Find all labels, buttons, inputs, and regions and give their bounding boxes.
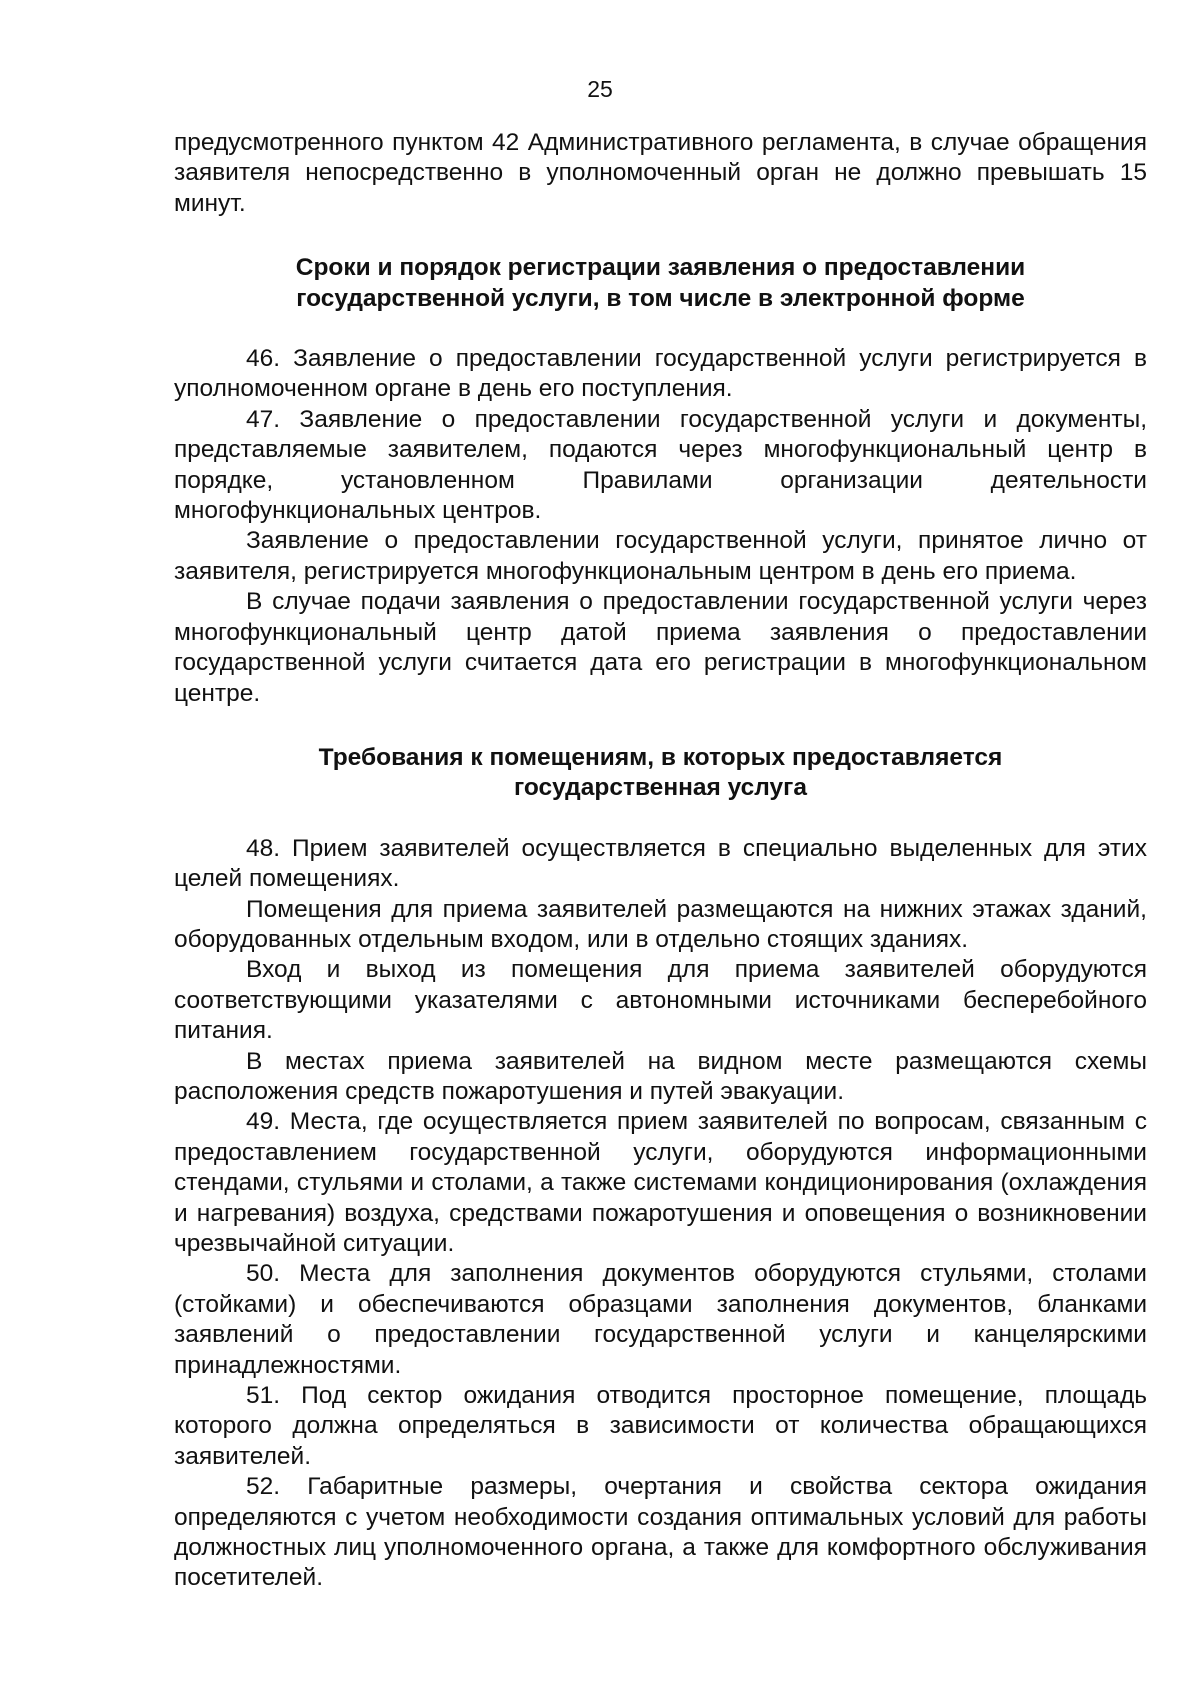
paragraph-48-entrance: Вход и выход из помещения для приема заявителей оборудуются соответствующими указателями с автономными источниками бесперебойного питания. (174, 956, 1147, 1045)
paragraph-47: 47. Заявление о предоставлении государственной услуги и документы, представляемые заявителем, подаются через многофункциональный центр в порядке, установленном Правилами организации деятельности многофункциональных центров. (174, 405, 1147, 525)
section-heading-registration (174, 253, 1147, 314)
document-body (174, 128, 1147, 1594)
section-heading-line: Сроки и порядок регистрации заявления о предоставлении (295, 254, 1026, 282)
paragraph-48: 48. Прием заявителей осуществляется в специально выделенных для этих целей помещениях. (174, 834, 1147, 893)
paragraph-51: 51. Под сектор ожидания отводится просторное помещение, площадь которого должна определяться в зависимости от количества обращающихся заявителей. (174, 1382, 1147, 1470)
intro-paragraph: предусмотренного пунктом 42 Административного регламента, в случае обращения заявителя непосредственно в уполномоченный орган не должно превышать 15 минут. (174, 129, 1147, 217)
section-heading-line: Требования к помещениям, в которых предоставляется (318, 743, 1003, 771)
paragraph-48-floors: Помещения для приема заявителей размещаются на нижних этажах зданий, оборудованных отдельным входом, или в отдельно стоящих зданиях. (174, 895, 1147, 953)
paragraph-52: 52. Габаритные размеры, очертания и свойства сектора ожидания определяются с учетом необходимости создания оптимальных условий для работы должностных лиц уполномоченного органа, а также для комфортного обслуживания посетителей. (174, 1473, 1147, 1592)
paragraph-50: 50. Места для заполнения документов оборудуются стульями, столами (стойками) и обеспечиваются образцами заполнения документов, бланками заявлений о предоставлении государственной услуги и канцелярскими принадлежностями. (174, 1260, 1147, 1379)
section-heading-premises (174, 743, 1147, 804)
section-heading-line: государственная услуга (514, 774, 807, 802)
paragraph-48-evacuation: В местах приема заявителей на видном месте размещаются схемы расположения средств пожаротушения и путей эвакуации. (174, 1047, 1147, 1105)
paragraph-46: 46. Заявление о предоставлении государственной услуги регистрируется в уполномоченном органе в день его поступления. (174, 345, 1147, 403)
paragraph-47-personal: Заявление о предоставлении государственной услуги, принятое лично от заявителя, регистрируется многофункциональным центром в день его приема. (174, 527, 1147, 585)
page-number: 25 (587, 76, 613, 102)
paragraph-49: 49. Места, где осуществляется прием заявителей по вопросам, связанным с предоставлением государственной услуги, оборудуются информационными стендами, стульями и столами, а также системами кондиционирования (охлаждения и нагревания) воздуха, средствами пожаротушения и оповещения о возникновении чрезвычайной ситуации. (174, 1108, 1147, 1257)
paragraph-47-mfc-date: В случае подачи заявления о предоставлении государственной услуги через многофункциональный центр датой приема заявления о предоставлении государственной услуги считается дата его регистрации в многофункциональном центре. (174, 588, 1147, 707)
section-heading-line: государственной услуги, в том числе в электронной форме (296, 284, 1025, 312)
